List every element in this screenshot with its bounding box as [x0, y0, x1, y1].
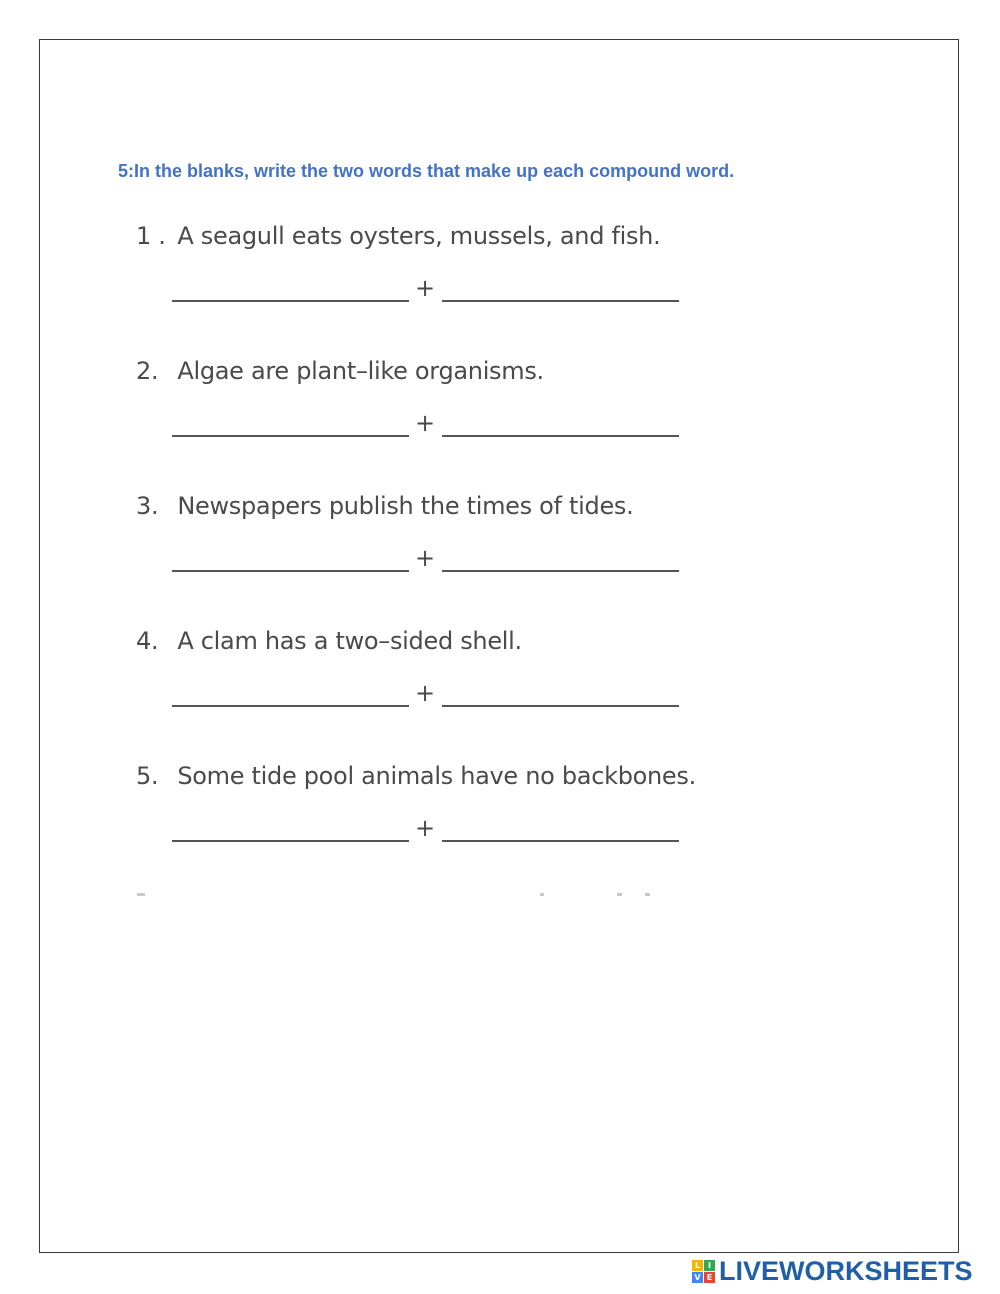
- answer-blank-5a[interactable]: [172, 820, 409, 842]
- cropped-text-fragment: [540, 893, 544, 896]
- answer-blank-3b[interactable]: [442, 550, 679, 572]
- question-number: 3.: [136, 492, 159, 520]
- answer-blank-1a[interactable]: [172, 280, 409, 302]
- question-text: Some tide pool animals have no backbones.: [177, 762, 696, 790]
- answer-blank-3a[interactable]: [172, 550, 409, 572]
- instruction-text: 5:In the blanks, write the two words that make up each compound word.: [118, 161, 735, 181]
- plus-sign: +: [415, 274, 436, 302]
- logo-cell: L: [692, 1260, 703, 1271]
- answer-row: [172, 814, 776, 850]
- cropped-text-fragment: [617, 893, 622, 896]
- answer-row: [172, 544, 776, 580]
- cropped-text-fragment: [645, 893, 650, 896]
- answer-row: [172, 679, 776, 715]
- answer-row: [172, 409, 776, 445]
- plus-sign: +: [415, 544, 436, 572]
- question-sentence: [136, 357, 776, 385]
- question-1: [136, 222, 776, 310]
- logo-icon: [692, 1260, 715, 1283]
- answer-blank-1b[interactable]: [442, 280, 679, 302]
- answer-row: [172, 274, 776, 310]
- question-sentence: [136, 627, 776, 655]
- question-number: 2.: [136, 357, 159, 385]
- question-text: A clam has a two–sided shell.: [177, 627, 522, 655]
- answer-blank-2a[interactable]: [172, 415, 409, 437]
- logo-cell: V: [692, 1272, 703, 1283]
- answer-blank-4b[interactable]: [442, 685, 679, 707]
- question-5: [136, 762, 776, 850]
- logo-cell: E: [704, 1272, 715, 1283]
- question-text: Newspapers publish the times of tides.: [177, 492, 634, 520]
- answer-blank-4a[interactable]: [172, 685, 409, 707]
- question-number: 5.: [136, 762, 159, 790]
- liveworksheets-logo: [692, 1256, 973, 1286]
- logo-text: LIVEWORKSHEETS: [719, 1255, 973, 1286]
- question-sentence: [136, 762, 776, 790]
- cropped-text-fragment: [137, 893, 145, 896]
- question-number: 4.: [136, 627, 159, 655]
- question-text: A seagull eats oysters, mussels, and fish.: [177, 222, 661, 250]
- question-2: [136, 357, 776, 445]
- logo-cell: I: [704, 1260, 715, 1271]
- question-sentence: [136, 492, 776, 520]
- question-number: 1 .: [136, 222, 166, 250]
- plus-sign: +: [415, 814, 436, 842]
- question-3: [136, 492, 776, 580]
- plus-sign: +: [415, 409, 436, 437]
- answer-blank-2b[interactable]: [442, 415, 679, 437]
- question-4: [136, 627, 776, 715]
- plus-sign: +: [415, 679, 436, 707]
- question-text: Algae are plant–like organisms.: [177, 357, 544, 385]
- question-sentence: [136, 222, 776, 250]
- answer-blank-5b[interactable]: [442, 820, 679, 842]
